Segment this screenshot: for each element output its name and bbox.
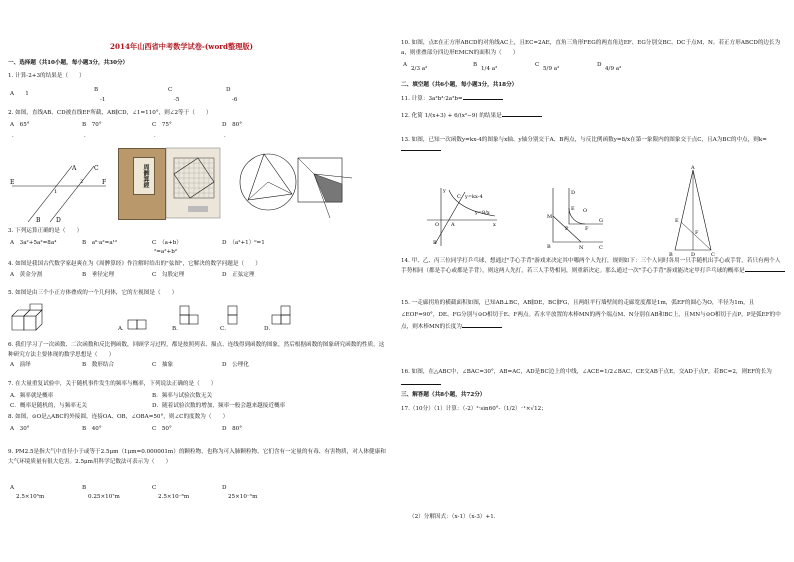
q3-option-b: B a⁶·a²=a¹²: [82, 240, 118, 246]
q2-label-d: D: [56, 217, 61, 224]
q2-label-e: E: [10, 179, 15, 186]
q10-option-d: 4/9 a²: [605, 66, 622, 72]
q5-option-d-view: [272, 304, 294, 330]
q2-label-c: C: [94, 165, 99, 172]
q13-label-y: y: [443, 188, 446, 194]
q10-option-d-label: D: [597, 62, 602, 68]
q3-option-c: C （a+b）: [152, 240, 182, 246]
q8-option-c: C 50°: [152, 426, 172, 432]
q15-label-n: N: [579, 245, 584, 251]
q8-option-d: D 80°: [222, 426, 242, 432]
q4-option-a: A 黄金分割: [10, 272, 43, 278]
q3-text: 3. 下列运算正确的是（ ）: [8, 228, 83, 234]
q7-text: 7. 在大量重复试验中，关于随机事件发生的频率与概率，下列说法正确的是（ ）: [8, 381, 217, 387]
q7-option-b: B．频率与试验次数无关: [152, 393, 213, 399]
q16-label-e: E: [675, 218, 679, 224]
q10-option-c-label: C: [535, 62, 540, 68]
q5-option-c: C．: [220, 326, 230, 332]
q8-text: 8. 如图，⊙O是△ABC的外接圆，连接OA、OB，∠OBA=50°，则∠C的度数为（ ）: [8, 414, 229, 420]
q10-text: 10. 如图，点E在正方形ABCD的对角线AC上，且EC=2AE，直角三角形FEG的两直角边EF、EG分别交BC、DC于点M、N。若正方形ABCD的边长为a，则重叠部分四边形EMCN的面积为（ ）: [401, 40, 781, 56]
q16-label-c: C: [711, 252, 715, 258]
q9-option-c: 2.5×10⁻⁶m: [158, 494, 190, 500]
section-3-header: 三、解答题（共8小题，共72分）: [401, 392, 486, 398]
q13-label-x: x: [493, 222, 496, 228]
q17-part2-text: （2）分解因式：（x-1）（x-3）+1.: [409, 514, 496, 520]
q13-label-o: O: [435, 222, 440, 228]
q15-label-g: G: [599, 218, 603, 224]
q8-option-a: A 30°: [10, 426, 30, 432]
q3-option-a: A 3a²+5a²=8a⁴: [10, 240, 57, 246]
q16-answer-blank[interactable]: [401, 379, 441, 385]
q5-option-d: D．: [264, 326, 275, 332]
q4-option-d: D 正弦定理: [222, 272, 255, 278]
q7-option-c: C．概率是随机的，与频率无关: [10, 403, 87, 409]
q6-option-c: C 抽象: [152, 362, 174, 368]
q2-option-a: A 65°: [10, 122, 30, 128]
section-1-header: 一、选择题（共10小题，每小题3分，共30分）: [8, 60, 129, 66]
q4-text: 4. 如图是我国古代数学家赵爽在为《周髀算经》作注解时给出的"弦图"，它解决的数学问题是（ ）: [8, 261, 261, 267]
q1-option-b: -1: [100, 97, 106, 103]
q14-text: 14. 甲、乙、丙三位同学打乒乓球，想通过"手心手背"游戏来决定其中哪两个人先打，规则如下：三个人同时各用一只手随机出手心或手背，若只有两个人手势相同（都是手心或都是手背），则这两人先打，若三人手势相同，则重新决定。那么通过一次"手心手背"游戏能决定甲打乒乓球的概率是: [401, 256, 785, 276]
q13-label-c: C: [457, 194, 461, 200]
zhoubi-suanjing-book-image: [118, 148, 166, 220]
q6-option-b: B 数形结合: [82, 362, 115, 368]
q15-answer-blank[interactable]: [462, 322, 502, 328]
q13-label-a: A: [451, 222, 455, 228]
q15-label-o: O: [583, 208, 588, 214]
xian-tu-figure: [166, 148, 220, 218]
q2-option-d: D 80°: [222, 122, 242, 128]
q10-option-a-label: A: [403, 62, 408, 68]
q9-text: 9. PM2.5是指大气中直径小于或等于2.5μm（1μm=0.000001m）的颗粒物，也称为可入肺颗粒物，它们含有一定量的有毒、有害物质，对人体健康和大气环境质量有很大危害。2.5μm用科学记数法可表示为（ ）: [8, 449, 386, 465]
q16-triangle-figure: [669, 166, 719, 256]
q13-text: 13. 如图，已知一次函数y=kx-4的图象与x轴、y轴分别交于A、B两点，与反比例函数y=8/x在第一象限内的图象交于点C，且A为BC的中点，则k=: [401, 135, 785, 155]
q4-option-b: B 垂径定理: [82, 272, 115, 278]
q1-option-a: A 1: [10, 91, 29, 97]
book-title: 周髀算經: [133, 157, 155, 195]
q11-answer-blank[interactable]: [463, 94, 503, 100]
q1-option-c: -5: [174, 97, 180, 103]
q1-text: 1. 计算-2+3的结果是（ ）: [8, 73, 85, 79]
q9-option-b: 0.25×10⁷m: [88, 494, 120, 500]
q11-text: 11. 计算：3a²b³·2a²b=: [401, 94, 503, 102]
q2-text: 2. 如图，直线AB、CD被直线EF所截，AB∥CD，∠1=110°，则∠2等于（ ）: [8, 110, 212, 116]
q9-option-a-label: A: [10, 485, 15, 491]
q13-label-curve: y=8/x: [475, 210, 490, 216]
q2-label-a: A: [72, 165, 77, 172]
q6-option-a: A 演绎: [10, 362, 31, 368]
q15-text: 15. 一走廊拐角的横截面积如图，已知AB⊥BC，AB∥DE，BC∥FG，且两组平行墙壁间的走廊宽度都是1m，弧EF的圆心为O，半径为1m，且∠EOF=90°，DE、FG分别与⊙O相切于E、F两点。若水平放置的木棒MN的两个端点M、N分别在AB和BC上，且MN与⊙O相切于点P，P是弧EF的中点，则木棒MN的长度为: [401, 300, 781, 330]
q3-option-c-cont: ²=a²+b²: [154, 249, 178, 255]
q2-label-b: B: [36, 217, 41, 224]
q15-label-d: D: [571, 190, 576, 196]
q9-option-a: 2.5×10⁵m: [16, 494, 45, 500]
section-2-header: 二、填空题（共6小题，每小题3分，共18分）: [401, 82, 518, 88]
q15-corridor-figure: [545, 186, 605, 252]
q5-option-b: B．: [172, 326, 182, 332]
q12-text: 12. 化简 1/(x+3) + 6/(x²−9) 的结果是: [401, 111, 542, 119]
q15-label-p: P: [565, 226, 569, 232]
q7-option-a: A．频率就是概率: [10, 393, 54, 399]
q10-option-b-label: B: [473, 62, 478, 68]
page-title: 2014年山西省中考数学试卷-(word整理版): [110, 42, 254, 51]
q16-label-f: F: [695, 230, 699, 236]
q6-option-d: D 公理化: [222, 362, 249, 368]
q15-label-m: M: [547, 214, 553, 220]
q10-option-b: 1/4 a²: [481, 66, 498, 72]
q1-option-d: -6: [232, 97, 238, 103]
q13-label-b: B: [433, 240, 437, 246]
q15-label-e: E: [571, 206, 575, 212]
q7-option-d: D．随着试验次数的增加，频率一般会越来越接近概率: [152, 403, 286, 409]
q17-part1-text: 17.（10分）（1）计算：（-2）²·sin60°-（1/2）⁻¹×√12；: [401, 406, 547, 412]
q16-label-d: D: [691, 252, 696, 258]
q9-option-d: 25×10⁻⁵m: [228, 494, 258, 500]
q13-answer-blank[interactable]: [401, 145, 441, 151]
q15-label-c: C: [599, 245, 603, 251]
q13-function-graph: [427, 186, 499, 248]
q2-option-b: B 70°: [82, 122, 102, 128]
q15-label-b: B: [547, 244, 551, 250]
q5-option-b-view: [180, 304, 202, 330]
q5-option-c-view: [228, 304, 250, 330]
q2-label-f: F: [102, 179, 107, 186]
q10-option-a: 2/3 a²: [411, 66, 428, 72]
q1-option-b-label: B: [94, 87, 99, 93]
q2-label-angle1: 1: [54, 189, 58, 195]
q6-text: 6. 我们学习了一次函数、二次函数和反比例函数，回顾学习过程，都是按照列表、描点、连线得到函数的图象，然后根据函数的图象研究函数的性质，这种研究方法主要体现的数学思想是（ ）: [8, 342, 385, 358]
q5-option-a: A．: [118, 326, 128, 332]
q9-option-d-label: D: [222, 485, 227, 491]
q5-option-a-view: [128, 316, 148, 330]
q1-option-c-label: C: [168, 87, 173, 93]
q10-option-c: 5/9 a²: [543, 66, 560, 72]
q16-label-a: A: [691, 165, 695, 171]
q2-option-c: C 75°: [152, 122, 172, 128]
q16-text: 16. 如图，在△ABC中，∠BAC=30°，AB=AC，AD是BC边上的中线，∠ACE=1/2∠BAC，CE交AB于点E，交AD于点F，若BC=2，则EF的长为: [401, 366, 785, 390]
q13-label-line: y=kx-4: [465, 194, 483, 200]
q3-option-d: D （a²+1）⁰=1: [222, 240, 265, 246]
q15-label-f: F: [585, 226, 589, 232]
q2-label-angle2: 2: [80, 179, 84, 185]
q8-option-b: B 40°: [82, 426, 102, 432]
q9-option-c-label: C: [152, 485, 157, 491]
q14-answer-blank[interactable]: [745, 266, 785, 272]
q1-option-d-label: D: [226, 87, 231, 93]
q16-label-b: B: [669, 252, 673, 258]
q2-parallel-lines-figure: [10, 158, 110, 224]
q5-text: 5. 如图是由三个小正方体叠成的一个几何体，它的左视图是（ ）: [8, 290, 178, 296]
q9-option-b-label: B: [82, 485, 87, 491]
q5-cube-solid-figure: [10, 302, 64, 334]
q4-option-c: C 勾股定理: [152, 272, 185, 278]
q10-square-figure: [290, 148, 354, 220]
q12-answer-blank[interactable]: [502, 111, 542, 117]
